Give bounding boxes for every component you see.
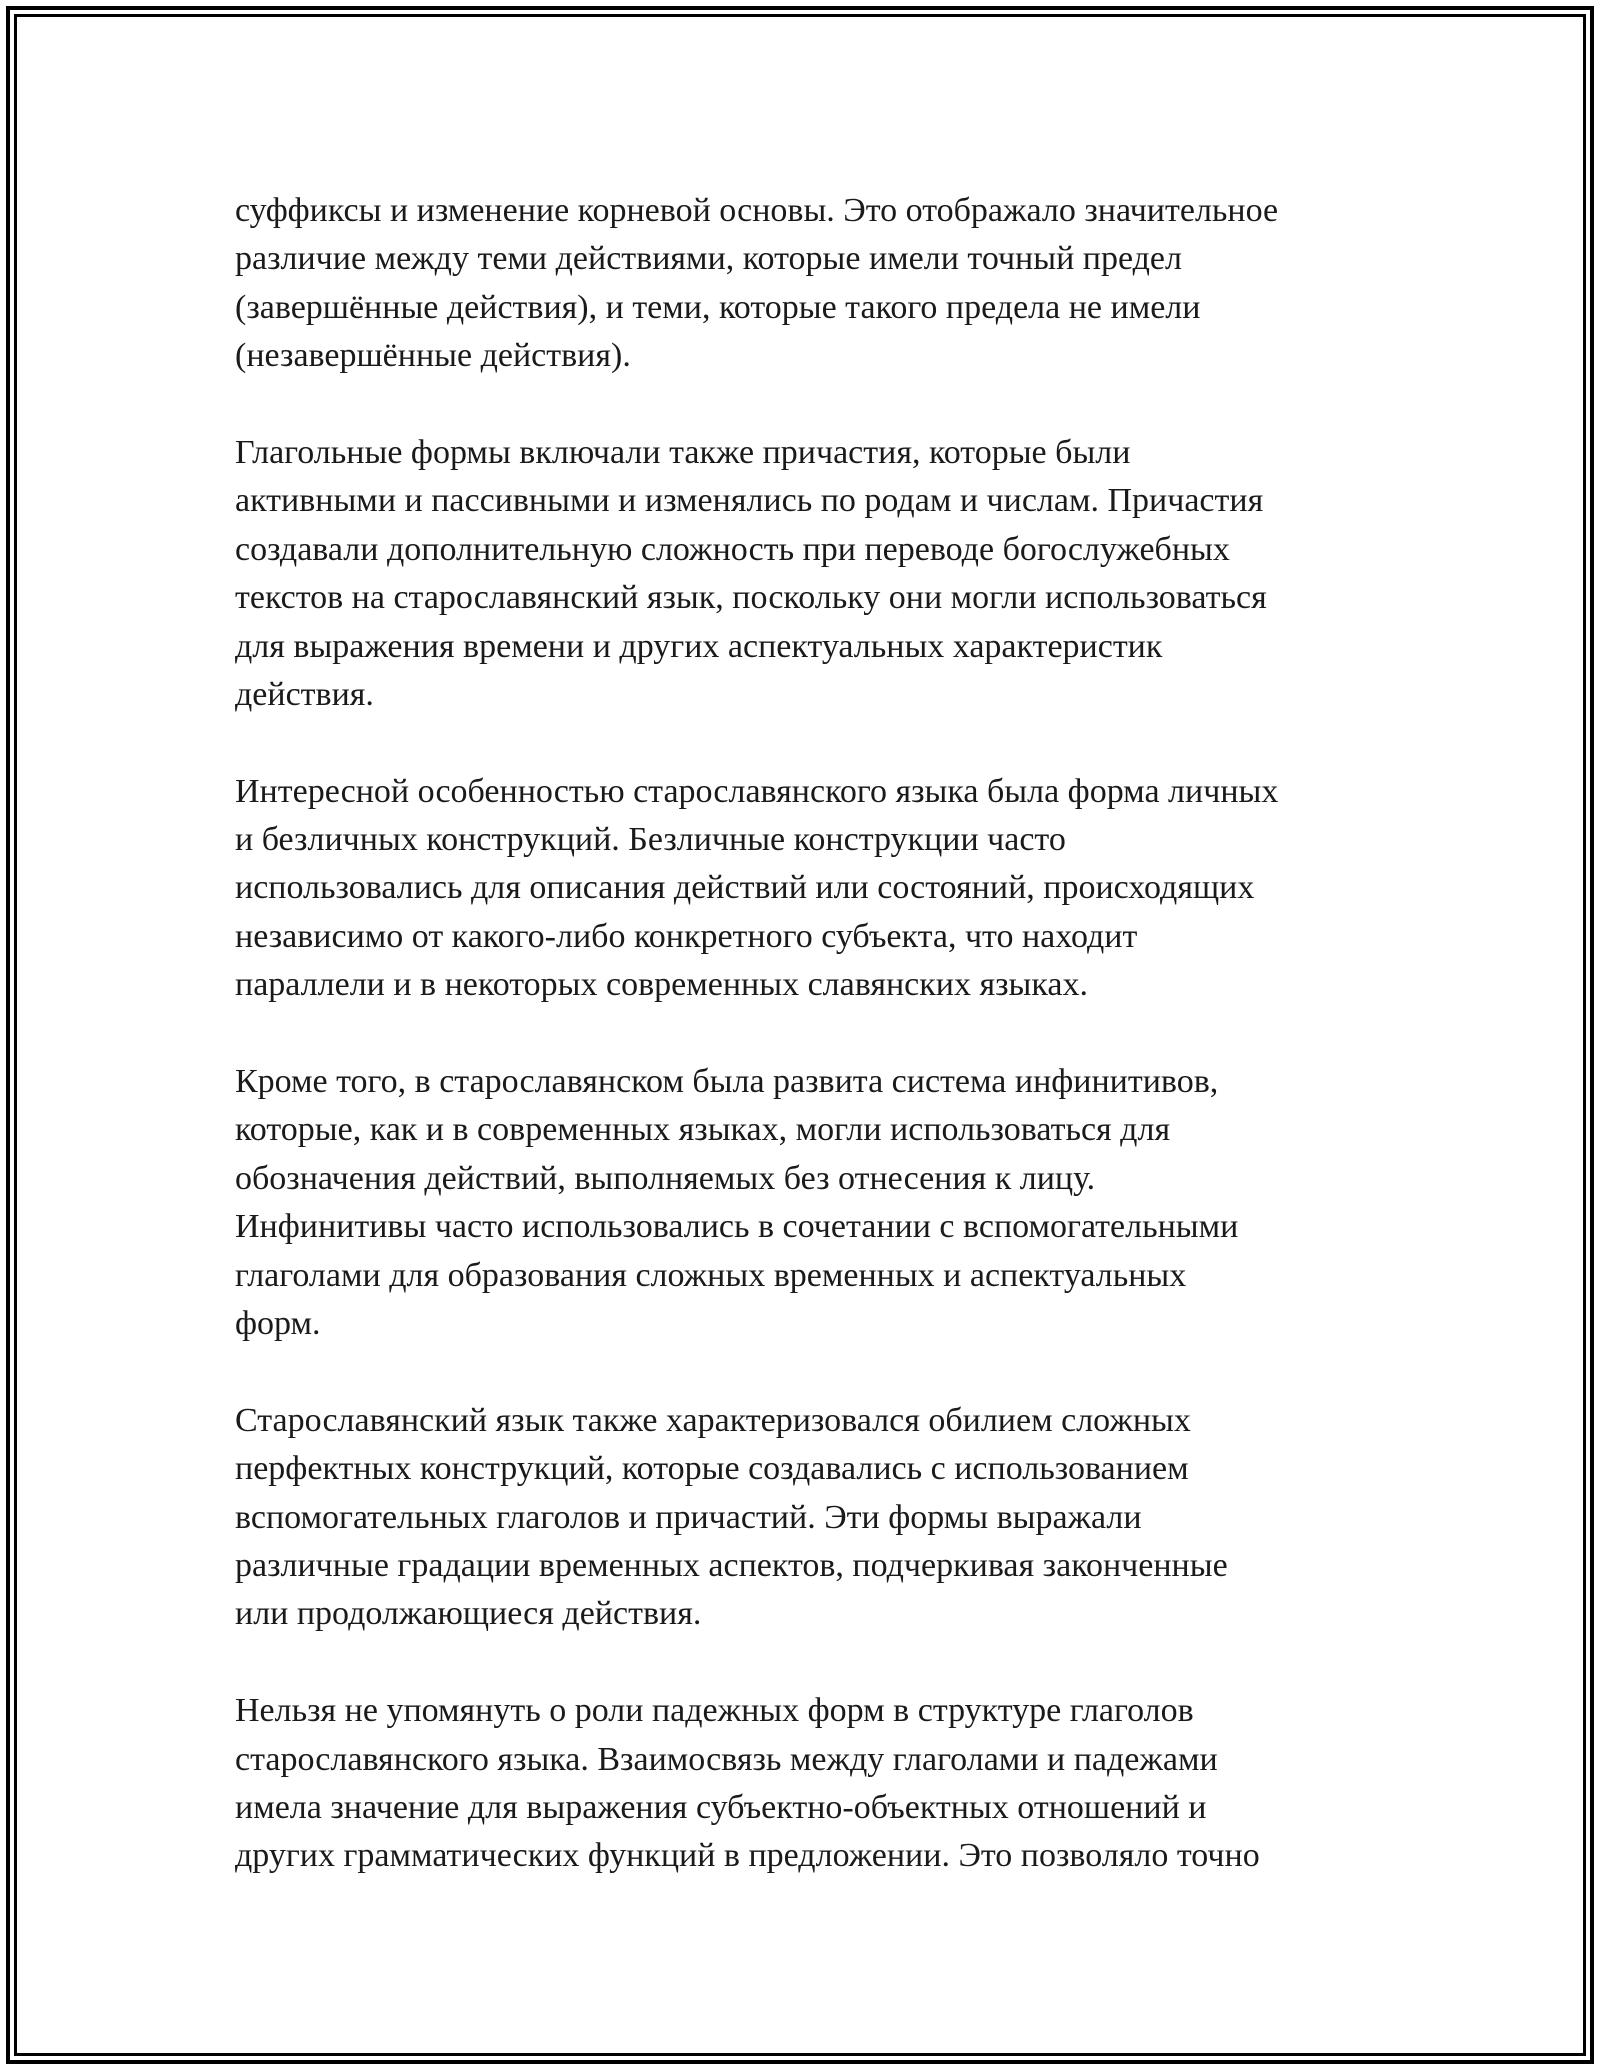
text-line: перфектных конструкций, которые создавались с использованием <box>235 1450 1189 1488</box>
paragraph <box>235 187 1385 381</box>
text-line: активными и пассивными и изменялись по родам и числам. Причастия <box>235 482 1264 520</box>
text-line: или продолжающиеся действия. <box>235 1595 702 1633</box>
text-line: Кроме того, в старославянском была развита система инфинитивов, <box>235 1063 1219 1101</box>
text-line: вспомогательных глаголов и причастий. Эти формы выражали <box>235 1498 1142 1536</box>
paragraph-gap <box>235 381 1385 429</box>
text-line: текстов на старославянский язык, поскольку они могли использоваться <box>235 579 1267 617</box>
text-line: независимо от какого-либо конкретного субъекта, что находит <box>235 917 1138 955</box>
text-line: форм. <box>235 1304 321 1342</box>
text-line: действия. <box>235 675 374 713</box>
document-body <box>235 187 1385 1881</box>
paragraph <box>235 1058 1385 1348</box>
text-line: Интересной особенностью старославянского языка была форма личных <box>235 772 1279 810</box>
text-line: имела значение для выражения субъектно-объектных отношений и <box>235 1788 1207 1826</box>
paragraph <box>235 1687 1385 1881</box>
paragraph <box>235 768 1385 1010</box>
text-line: создавали дополнительную сложность при переводе богослужебных <box>235 530 1230 568</box>
text-line: (завершённые действия), и теми, которые такого предела не имели <box>235 288 1201 326</box>
text-line: суффиксы и изменение корневой основы. Это отображало значительное <box>235 192 1279 229</box>
paragraph <box>235 1397 1385 1639</box>
text-line: Инфинитивы часто использовались в сочетании с вспомогательными <box>235 1208 1239 1246</box>
text-line: различные градации временных аспектов, подчеркивая законченные <box>235 1546 1228 1584</box>
text-line: глаголами для образования сложных временных и аспектуальных <box>235 1256 1187 1294</box>
paragraph-gap <box>235 1348 1385 1396</box>
text-line: использовались для описания действий или состояний, происходящих <box>235 869 1255 907</box>
text-line: Глагольные формы включали также причастия, которые были <box>235 433 1131 471</box>
text-line: (незавершённые действия). <box>235 337 631 375</box>
text-line: Старославянский язык также характеризовался обилием сложных <box>235 1401 1191 1439</box>
text-line: различие между теми действиями, которые имели точный предел <box>235 240 1182 278</box>
text-line: параллели и в некоторых современных славянских языках. <box>235 966 1088 1004</box>
text-line: обозначения действий, выполняемых без отнесения к лицу. <box>235 1159 1096 1197</box>
text-line: Нельзя не упомянуть о роли падежных форм в структуре глаголов <box>235 1692 1194 1730</box>
paragraph-gap <box>235 1010 1385 1058</box>
text-line: других грамматических функций в предложении. Это позволяло точно <box>235 1837 1260 1875</box>
text-line: и безличных конструкций. Безличные конструкции часто <box>235 821 1066 859</box>
text-line: которые, как и в современных языках, могли использоваться для <box>235 1111 1171 1149</box>
paragraph <box>235 429 1385 719</box>
text-line: старославянского языка. Взаимосвязь между глаголами и падежами <box>235 1740 1218 1778</box>
paragraph-gap <box>235 1639 1385 1687</box>
text-line: для выражения времени и других аспектуальных характеристик <box>235 627 1163 665</box>
paragraph-gap <box>235 719 1385 767</box>
